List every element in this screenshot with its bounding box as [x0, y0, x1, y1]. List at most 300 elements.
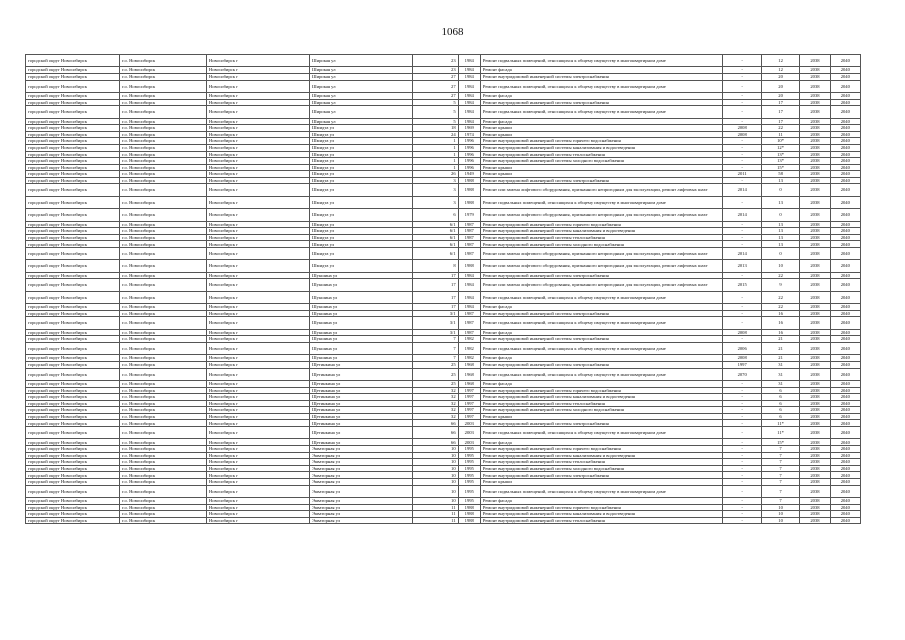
settlement-cell: г.о. Новосибирск — [120, 452, 207, 459]
house-cell: 5 — [413, 106, 458, 118]
house-cell: 8 — [413, 260, 458, 272]
settlement-cell: г.о. Новосибирск — [120, 151, 207, 158]
period-start-cell: 2038 — [800, 151, 830, 158]
settlement-cell: г.о. Новосибирск — [120, 106, 207, 118]
settlement-cell: г.о. Новосибирск — [120, 228, 207, 235]
table-row — [26, 472, 861, 479]
value-cell: 11 — [761, 131, 799, 138]
house-cell: 6/1 — [413, 228, 458, 235]
table-row — [26, 394, 861, 401]
table-row — [26, 452, 861, 459]
city-cell: Новосибирск г — [206, 479, 309, 486]
period-end-cell: 2040 — [830, 241, 860, 248]
street-cell: Шмидта ул — [310, 260, 413, 272]
period-end-cell: 2040 — [830, 355, 860, 362]
city-cell: Новосибирск г — [206, 465, 309, 472]
street-cell: Шукшина ул — [310, 291, 413, 303]
settlement-cell: г.о. Новосибирск — [120, 177, 207, 184]
period-end-cell: 2040 — [830, 439, 860, 446]
district-cell: городской округ Новосибирск — [26, 272, 120, 279]
house-cell: 6/1 — [413, 221, 458, 228]
period-end-cell: 2040 — [830, 310, 860, 317]
work-type-cell: Ремонт внутридомовой инженерной системы холодного водоснабжения — [480, 158, 723, 165]
work-type-cell: Ремонт внутридомовой инженерной системы канализования и водоотведения — [480, 452, 723, 459]
table-row — [26, 272, 861, 279]
year-built-cell: 1984 — [458, 279, 480, 291]
settlement-cell: г.о. Новосибирск — [120, 511, 207, 518]
year-built-cell: 2003 — [458, 439, 480, 446]
value-cell: 7 — [761, 472, 799, 479]
year-built-cell: 1988 — [458, 260, 480, 272]
street-cell: Шукшина ул — [310, 342, 413, 354]
work-type-cell: Ремонт подвальных помещений, относящихся к общему имуществу в многоквартирном доме — [480, 427, 723, 439]
street-cell: Щетинкина ул — [310, 394, 413, 401]
work-type-cell: Ремонт внутридомовой инженерной системы канализования и водоотведения — [480, 228, 723, 235]
last-repair-year-cell: - — [723, 55, 761, 67]
value-cell: 11* — [761, 420, 799, 427]
period-end-cell: 2040 — [830, 221, 860, 228]
last-repair-year-cell: - — [723, 394, 761, 401]
house-cell: 18 — [413, 125, 458, 132]
work-type-cell: Ремонт подвальных помещений, относящихся к общему имуществу в многоквартирном доме — [480, 485, 723, 497]
work-type-cell: Ремонт подвальных помещений, относящихся к общему имуществу в многоквартирном доме — [480, 368, 723, 380]
district-cell: городской округ Новосибирск — [26, 361, 120, 368]
last-repair-year-cell: - — [723, 291, 761, 303]
period-start-cell: 2038 — [800, 400, 830, 407]
district-cell: городской округ Новосибирск — [26, 151, 120, 158]
street-cell: Щетинкина ул — [310, 407, 413, 414]
city-cell: Новосибирск г — [206, 304, 309, 311]
work-type-cell: Ремонт крыши — [480, 413, 723, 420]
period-start-cell: 2038 — [800, 394, 830, 401]
year-built-cell: 1974 — [458, 131, 480, 138]
city-cell: Новосибирск г — [206, 355, 309, 362]
work-type-cell: Ремонт внутридомовой инженерной системы горячего водоснабжения — [480, 504, 723, 511]
settlement-cell: г.о. Новосибирск — [120, 131, 207, 138]
street-cell: Шмидта ул — [310, 248, 413, 260]
table-row — [26, 420, 861, 427]
street-cell: Шмидта ул — [310, 144, 413, 151]
settlement-cell: г.о. Новосибирск — [120, 420, 207, 427]
table-row — [26, 260, 861, 272]
table-row — [26, 517, 861, 524]
city-cell: Новосибирск г — [206, 511, 309, 518]
settlement-cell: г.о. Новосибирск — [120, 55, 207, 67]
city-cell: Новосибирск г — [206, 439, 309, 446]
year-built-cell: 2003 — [458, 427, 480, 439]
work-type-cell: Ремонт внутридомовой инженерной системы горячего водоснабжения — [480, 446, 723, 453]
street-cell: Шукшина ул — [310, 310, 413, 317]
table-row — [26, 73, 861, 80]
year-built-cell: 1996 — [458, 164, 480, 171]
period-start-cell: 2038 — [800, 472, 830, 479]
period-start-cell: 2038 — [800, 80, 830, 92]
last-repair-year-cell: - — [723, 459, 761, 466]
house-cell: 7 — [413, 355, 458, 362]
year-built-cell: 1982 — [458, 336, 480, 343]
table-row — [26, 413, 861, 420]
street-cell: Широкая ул — [310, 92, 413, 99]
city-cell: Новосибирск г — [206, 504, 309, 511]
city-cell: Новосибирск г — [206, 55, 309, 67]
house-cell: 6/1 — [413, 241, 458, 248]
table-row — [26, 171, 861, 178]
period-end-cell: 2040 — [830, 485, 860, 497]
city-cell: Новосибирск г — [206, 517, 309, 524]
table-row — [26, 158, 861, 165]
district-cell: городской округ Новосибирск — [26, 413, 120, 420]
table-row — [26, 427, 861, 439]
street-cell: Шукшина ул — [310, 304, 413, 311]
work-type-cell: Ремонт или замена лифтового оборудования, признанного непригодным для эксплуатации, ремонт лифтовых шахт — [480, 279, 723, 291]
settlement-cell: г.о. Новосибирск — [120, 125, 207, 132]
period-end-cell: 2040 — [830, 279, 860, 291]
work-type-cell: Ремонт внутридомовой инженерной системы канализования и водоотведения — [480, 511, 723, 518]
value-cell: 13 — [761, 177, 799, 184]
district-cell: городской округ Новосибирск — [26, 427, 120, 439]
street-cell: Широкая ул — [310, 67, 413, 74]
period-start-cell: 2038 — [800, 511, 830, 518]
work-type-cell: Ремонт фасада — [480, 329, 723, 336]
table-row — [26, 234, 861, 241]
value-cell: 22 — [761, 291, 799, 303]
year-built-cell: 1982 — [458, 355, 480, 362]
value-cell: 58 — [761, 171, 799, 178]
street-cell: Экваторная ул — [310, 472, 413, 479]
period-start-cell: 2038 — [800, 92, 830, 99]
city-cell: Новосибирск г — [206, 106, 309, 118]
district-cell: городской округ Новосибирск — [26, 144, 120, 151]
period-end-cell: 2040 — [830, 118, 860, 125]
table-row — [26, 99, 861, 106]
year-built-cell: 1996 — [458, 144, 480, 151]
table-row — [26, 92, 861, 99]
settlement-cell: г.о. Новосибирск — [120, 394, 207, 401]
settlement-cell: г.о. Новосибирск — [120, 355, 207, 362]
value-cell: 16 — [761, 329, 799, 336]
city-cell: Новосибирск г — [206, 138, 309, 145]
work-type-cell: Ремонт подвальных помещений, относящихся к общему имуществу в многоквартирном доме — [480, 106, 723, 118]
house-cell: 10 — [413, 498, 458, 505]
settlement-cell: г.о. Новосибирск — [120, 272, 207, 279]
year-built-cell: 1984 — [458, 118, 480, 125]
year-built-cell: 1987 — [458, 248, 480, 260]
table-row — [26, 80, 861, 92]
period-end-cell: 2040 — [830, 164, 860, 171]
period-end-cell: 2040 — [830, 55, 860, 67]
work-type-cell: Ремонт внутридомовой инженерной системы электроснабжения — [480, 272, 723, 279]
year-built-cell: 1995 — [458, 459, 480, 466]
work-type-cell: Ремонт внутридомовой инженерной системы канализования и водоотведения — [480, 144, 723, 151]
period-end-cell: 2040 — [830, 446, 860, 453]
table-row — [26, 361, 861, 368]
district-cell: городской округ Новосибирск — [26, 92, 120, 99]
district-cell: городской округ Новосибирск — [26, 55, 120, 67]
city-cell: Новосибирск г — [206, 260, 309, 272]
table-row — [26, 387, 861, 394]
street-cell: Щетинкина ул — [310, 413, 413, 420]
district-cell: городской округ Новосибирск — [26, 336, 120, 343]
district-cell: городской округ Новосибирск — [26, 394, 120, 401]
settlement-cell: г.о. Новосибирск — [120, 329, 207, 336]
district-cell: городской округ Новосибирск — [26, 118, 120, 125]
last-repair-year-cell: 2014 — [723, 209, 761, 221]
house-cell: 1 — [413, 164, 458, 171]
table-row — [26, 248, 861, 260]
value-cell: 0 — [761, 248, 799, 260]
year-built-cell: 1995 — [458, 485, 480, 497]
value-cell: 13* — [761, 151, 799, 158]
value-cell: 13 — [761, 234, 799, 241]
year-built-cell: 1995 — [458, 479, 480, 486]
district-cell: городской округ Новосибирск — [26, 106, 120, 118]
house-cell: 11 — [413, 517, 458, 524]
year-built-cell: 1987 — [458, 317, 480, 329]
value-cell: 16 — [761, 317, 799, 329]
work-type-cell: Ремонт внутридомовой инженерной системы электроснабжения — [480, 420, 723, 427]
value-cell: 7 — [761, 465, 799, 472]
settlement-cell: г.о. Новосибирск — [120, 400, 207, 407]
period-start-cell: 2038 — [800, 517, 830, 524]
value-cell: 31 — [761, 368, 799, 380]
street-cell: Экваторная ул — [310, 452, 413, 459]
table-row — [26, 144, 861, 151]
city-cell: Новосибирск г — [206, 241, 309, 248]
last-repair-year-cell: - — [723, 158, 761, 165]
last-repair-year-cell: 1997 — [723, 361, 761, 368]
value-cell: 10 — [761, 511, 799, 518]
house-cell: 26 — [413, 171, 458, 178]
last-repair-year-cell: - — [723, 196, 761, 208]
house-cell: 25 — [413, 380, 458, 387]
table-row — [26, 511, 861, 518]
value-cell: 22 — [761, 304, 799, 311]
house-cell: 10 — [413, 446, 458, 453]
year-built-cell: 1987 — [458, 241, 480, 248]
street-cell: Щетинкина ул — [310, 420, 413, 427]
period-end-cell: 2040 — [830, 504, 860, 511]
settlement-cell: г.о. Новосибирск — [120, 517, 207, 524]
settlement-cell: г.о. Новосибирск — [120, 317, 207, 329]
value-cell: 6 — [761, 400, 799, 407]
year-built-cell: 1995 — [458, 472, 480, 479]
district-cell: городской округ Новосибирск — [26, 291, 120, 303]
period-end-cell: 2040 — [830, 131, 860, 138]
house-cell: 3/1 — [413, 310, 458, 317]
value-cell: 9 — [761, 279, 799, 291]
settlement-cell: г.о. Новосибирск — [120, 248, 207, 260]
year-built-cell: 1984 — [458, 80, 480, 92]
year-built-cell: 1995 — [458, 465, 480, 472]
settlement-cell: г.о. Новосибирск — [120, 361, 207, 368]
period-end-cell: 2040 — [830, 158, 860, 165]
year-built-cell: 1979 — [458, 209, 480, 221]
street-cell: Шмидта ул — [310, 177, 413, 184]
period-end-cell: 2040 — [830, 99, 860, 106]
last-repair-year-cell: - — [723, 106, 761, 118]
last-repair-year-cell: - — [723, 317, 761, 329]
value-cell: 11* — [761, 427, 799, 439]
period-start-cell: 2038 — [800, 420, 830, 427]
value-cell: 17 — [761, 118, 799, 125]
street-cell: Экваторная ул — [310, 517, 413, 524]
street-cell: Шмидта ул — [310, 164, 413, 171]
work-type-cell: Ремонт крыши — [480, 171, 723, 178]
street-cell: Щетинкина ул — [310, 427, 413, 439]
value-cell: 7 — [761, 498, 799, 505]
city-cell: Новосибирск г — [206, 144, 309, 151]
period-start-cell: 2038 — [800, 73, 830, 80]
table-row — [26, 400, 861, 407]
last-repair-year-cell: - — [723, 407, 761, 414]
value-cell: 6 — [761, 387, 799, 394]
settlement-cell: г.о. Новосибирск — [120, 260, 207, 272]
last-repair-year-cell: 2011 — [723, 171, 761, 178]
year-built-cell: 1995 — [458, 498, 480, 505]
period-start-cell: 2038 — [800, 459, 830, 466]
settlement-cell: г.о. Новосибирск — [120, 485, 207, 497]
settlement-cell: г.о. Новосибирск — [120, 92, 207, 99]
last-repair-year-cell: - — [723, 272, 761, 279]
house-cell: 3 — [413, 196, 458, 208]
year-built-cell: 1969 — [458, 125, 480, 132]
period-start-cell: 2038 — [800, 279, 830, 291]
city-cell: Новосибирск г — [206, 80, 309, 92]
period-start-cell: 2038 — [800, 304, 830, 311]
year-built-cell: 1984 — [458, 67, 480, 74]
period-end-cell: 2040 — [830, 380, 860, 387]
house-cell: 23 — [413, 55, 458, 67]
last-repair-year-cell: 2008 — [723, 125, 761, 132]
period-end-cell: 2040 — [830, 80, 860, 92]
house-cell: 1 — [413, 158, 458, 165]
period-start-cell: 2038 — [800, 55, 830, 67]
value-cell: 13 — [761, 221, 799, 228]
period-end-cell: 2040 — [830, 234, 860, 241]
period-start-cell: 2038 — [800, 407, 830, 414]
table-row — [26, 380, 861, 387]
work-type-cell: Ремонт внутридомовой инженерной системы теплоснабжения — [480, 517, 723, 524]
district-cell: городской округ Новосибирск — [26, 171, 120, 178]
house-cell: 23 — [413, 67, 458, 74]
value-cell: 21 — [761, 355, 799, 362]
value-cell: 6 — [761, 413, 799, 420]
table-body — [26, 55, 861, 524]
year-built-cell: 1996 — [458, 158, 480, 165]
last-repair-year-cell: - — [723, 92, 761, 99]
street-cell: Шмидта ул — [310, 158, 413, 165]
period-start-cell: 2038 — [800, 427, 830, 439]
period-start-cell: 2038 — [800, 234, 830, 241]
city-cell: Новосибирск г — [206, 184, 309, 196]
value-cell: 13 — [761, 196, 799, 208]
table-row — [26, 118, 861, 125]
city-cell: Новосибирск г — [206, 118, 309, 125]
house-cell: 3 — [413, 177, 458, 184]
value-cell: 7 — [761, 446, 799, 453]
value-cell: 13 — [761, 241, 799, 248]
street-cell: Шукшина ул — [310, 355, 413, 362]
table-row — [26, 407, 861, 414]
district-cell: городской округ Новосибирск — [26, 228, 120, 235]
street-cell: Шукшина ул — [310, 336, 413, 343]
period-start-cell: 2038 — [800, 106, 830, 118]
house-cell: 6/1 — [413, 234, 458, 241]
district-cell: городской округ Новосибирск — [26, 125, 120, 132]
house-cell: 25 — [413, 361, 458, 368]
street-cell: Экваторная ул — [310, 465, 413, 472]
last-repair-year-cell: - — [723, 221, 761, 228]
work-type-cell: Ремонт или замена лифтового оборудования, признанного непригодным для эксплуатации, ремонт лифтовых шахт — [480, 184, 723, 196]
year-built-cell: 1996 — [458, 138, 480, 145]
street-cell: Шмидта ул — [310, 184, 413, 196]
last-repair-year-cell: - — [723, 138, 761, 145]
period-end-cell: 2040 — [830, 73, 860, 80]
year-built-cell: 1987 — [458, 310, 480, 317]
table-row — [26, 446, 861, 453]
work-type-cell: Ремонт фасада — [480, 380, 723, 387]
last-repair-year-cell: - — [723, 479, 761, 486]
period-end-cell: 2040 — [830, 400, 860, 407]
district-cell: городской округ Новосибирск — [26, 67, 120, 74]
last-repair-year-cell: - — [723, 485, 761, 497]
last-repair-year-cell: 2008 — [723, 329, 761, 336]
period-start-cell: 2038 — [800, 355, 830, 362]
value-cell: 17 — [761, 99, 799, 106]
period-start-cell: 2038 — [800, 439, 830, 446]
period-end-cell: 2040 — [830, 511, 860, 518]
value-cell: 7 — [761, 452, 799, 459]
last-repair-year-cell: 2014 — [723, 184, 761, 196]
work-type-cell: Ремонт фасада — [480, 355, 723, 362]
settlement-cell: г.о. Новосибирск — [120, 196, 207, 208]
work-type-cell: Ремонт внутридомовой инженерной системы электроснабжения — [480, 310, 723, 317]
city-cell: Новосибирск г — [206, 400, 309, 407]
value-cell: 31 — [761, 380, 799, 387]
period-end-cell: 2040 — [830, 329, 860, 336]
house-cell: 10 — [413, 459, 458, 466]
settlement-cell: г.о. Новосибирск — [120, 342, 207, 354]
period-start-cell: 2038 — [800, 272, 830, 279]
city-cell: Новосибирск г — [206, 498, 309, 505]
district-cell: городской округ Новосибирск — [26, 452, 120, 459]
period-end-cell: 2040 — [830, 272, 860, 279]
city-cell: Новосибирск г — [206, 99, 309, 106]
period-start-cell: 2038 — [800, 164, 830, 171]
period-end-cell: 2040 — [830, 144, 860, 151]
work-type-cell: Ремонт фасада — [480, 498, 723, 505]
settlement-cell: г.о. Новосибирск — [120, 144, 207, 151]
value-cell: 20 — [761, 73, 799, 80]
city-cell: Новосибирск г — [206, 387, 309, 394]
work-type-cell: Ремонт или замена лифтового оборудования, признанного непригодным для эксплуатации, ремонт лифтовых шахт — [480, 209, 723, 221]
house-cell: 3/1 — [413, 317, 458, 329]
table-row — [26, 355, 861, 362]
year-built-cell: 1997 — [458, 407, 480, 414]
period-end-cell: 2040 — [830, 260, 860, 272]
table-row — [26, 164, 861, 171]
period-end-cell: 2040 — [830, 209, 860, 221]
street-cell: Широкая ул — [310, 99, 413, 106]
last-repair-year-cell: - — [723, 452, 761, 459]
city-cell: Новосибирск г — [206, 125, 309, 132]
house-cell: 1 — [413, 151, 458, 158]
settlement-cell: г.о. Новосибирск — [120, 73, 207, 80]
table-row — [26, 241, 861, 248]
work-type-cell: Ремонт крыши — [480, 479, 723, 486]
table-row — [26, 228, 861, 235]
city-cell: Новосибирск г — [206, 342, 309, 354]
